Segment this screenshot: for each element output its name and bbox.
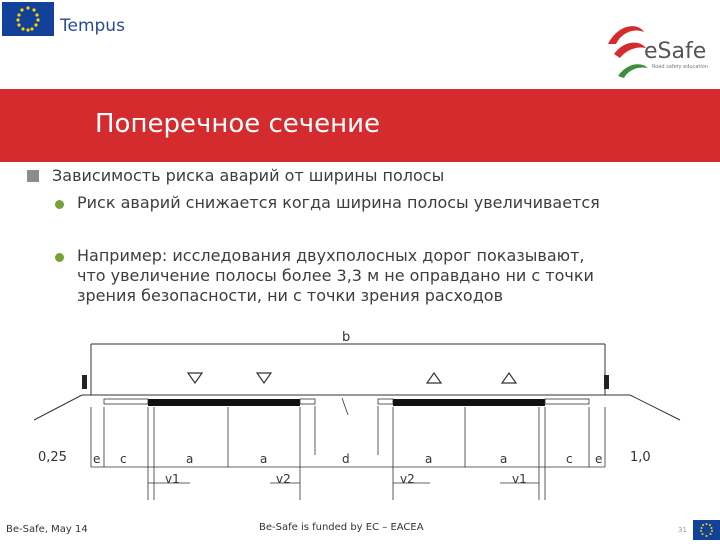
lower-label: v1 bbox=[165, 472, 180, 486]
segment-label: d bbox=[342, 452, 350, 466]
label-left-slope: 0,25 bbox=[38, 450, 67, 465]
segment-label: c bbox=[566, 452, 573, 466]
segment-label: c bbox=[120, 452, 127, 466]
bullet-dot-icon bbox=[55, 253, 64, 262]
down-triangle-icon bbox=[257, 373, 271, 383]
eu-flag-icon bbox=[2, 2, 54, 36]
header-bar bbox=[0, 0, 720, 88]
bullet-square-icon bbox=[27, 170, 39, 182]
esafe-logo-tagline: Road safety education bbox=[652, 64, 708, 70]
segment-label: e bbox=[595, 452, 603, 466]
segment-label: e bbox=[93, 452, 101, 466]
down-triangle-icon bbox=[188, 373, 202, 383]
bullet-dot-icon bbox=[55, 200, 64, 209]
page-number: 31 bbox=[678, 526, 687, 534]
eu-flag-small-icon bbox=[693, 520, 720, 540]
esafe-logo-text: eSafe bbox=[644, 39, 707, 64]
lower-label: v2 bbox=[276, 472, 291, 486]
cross-section-diagram bbox=[0, 315, 720, 520]
lower-label: v1 bbox=[512, 472, 527, 486]
slide-title: Поперечное сечение bbox=[95, 109, 381, 139]
sub-bullet-2: Например: исследования двухполосных дорог показывают, что увеличение полосы более 3,3 м не оправдано ни с точки зрения безопасности, ни с точки зрения расходов bbox=[77, 246, 594, 305]
label-right-slope: 1,0 bbox=[630, 450, 651, 465]
sub-bullet-1: Риск аварий снижается когда ширина полосы увеличивается bbox=[77, 193, 600, 212]
label-b: b bbox=[342, 330, 351, 345]
segment-label: a bbox=[425, 452, 433, 466]
up-triangle-icon bbox=[502, 373, 516, 383]
esafe-logo bbox=[604, 18, 714, 82]
segment-label: a bbox=[186, 452, 194, 466]
bullet-main-text: Зависимость риска аварий от ширины полосы bbox=[52, 166, 445, 185]
up-triangle-icon bbox=[427, 373, 441, 383]
lower-label: v2 bbox=[400, 472, 415, 486]
segment-label: a bbox=[260, 452, 268, 466]
segment-label: a bbox=[500, 452, 508, 466]
tempus-logo-text: Tempus bbox=[60, 16, 125, 36]
footer-left-text: Be-Safe, May 14 bbox=[6, 524, 88, 535]
footer-center-text: Be-Safe is funded by EC – EACEA bbox=[259, 522, 424, 533]
